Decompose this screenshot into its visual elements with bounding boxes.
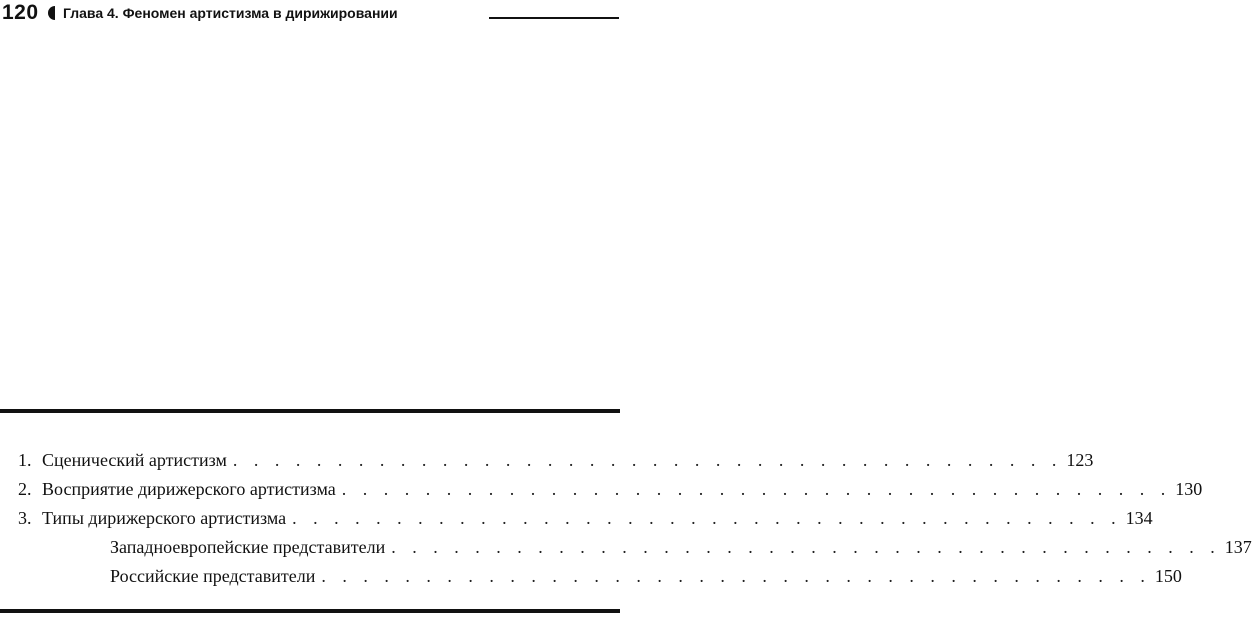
toc-entry-title: Сценический артистизм: [42, 450, 227, 470]
running-title: Глава 4. Феномен артистизма в дирижировании: [63, 5, 398, 21]
toc-subentry: [18, 533, 1252, 562]
toc-entry-title: Российские представители: [110, 566, 316, 586]
toc-entry-number: 3.: [18, 508, 32, 528]
toc-entry-page: 150: [1154, 566, 1182, 586]
dot-leader: . . . . . . . . . . . . . . . . . . . . . . . . . . . . . . . . . . . . . . . .: [321, 566, 1151, 586]
dot-leader: . . . . . . . . . . . . . . . . . . . . . . . . . . . . . . . . . . . . . . . .: [341, 479, 1172, 499]
half-circle-ornament-icon: [48, 6, 55, 20]
dot-leader: . . . . . . . . . . . . . . . . . . . . . . . . . . . . . . . . . . . . . . . .: [232, 450, 1063, 470]
toc-subentry: [18, 562, 1182, 591]
toc-entry-title: Восприятие дирижерского артистизма: [42, 479, 336, 499]
toc-entry-number: 1.: [18, 450, 32, 470]
toc-entry: [18, 475, 1203, 504]
toc-entry-page: 130: [1175, 479, 1203, 499]
toc-entry-page: 137: [1224, 537, 1252, 557]
page-number: 120: [2, 1, 39, 24]
bottom-divider: [0, 609, 620, 613]
toc-entry-title: Типы дирижерского артистизма: [42, 508, 287, 528]
table-of-contents: [18, 446, 1252, 591]
dot-leader: . . . . . . . . . . . . . . . . . . . . . . . . . . . . . . . . . . . . . . . .: [292, 508, 1122, 528]
toc-entry: [18, 446, 1094, 475]
top-divider: [0, 409, 620, 413]
toc-entry-page: 134: [1125, 508, 1153, 528]
toc-entry-title: Западноевропейские представители: [110, 537, 386, 557]
toc-entry-number: 2.: [18, 479, 32, 499]
header-rule: [489, 17, 619, 19]
page-header: [0, 0, 620, 30]
toc-entry: [18, 504, 1153, 533]
dot-leader: . . . . . . . . . . . . . . . . . . . . . . . . . . . . . . . . . . . . . . . .: [391, 537, 1221, 557]
toc-entry-page: 123: [1066, 450, 1094, 470]
